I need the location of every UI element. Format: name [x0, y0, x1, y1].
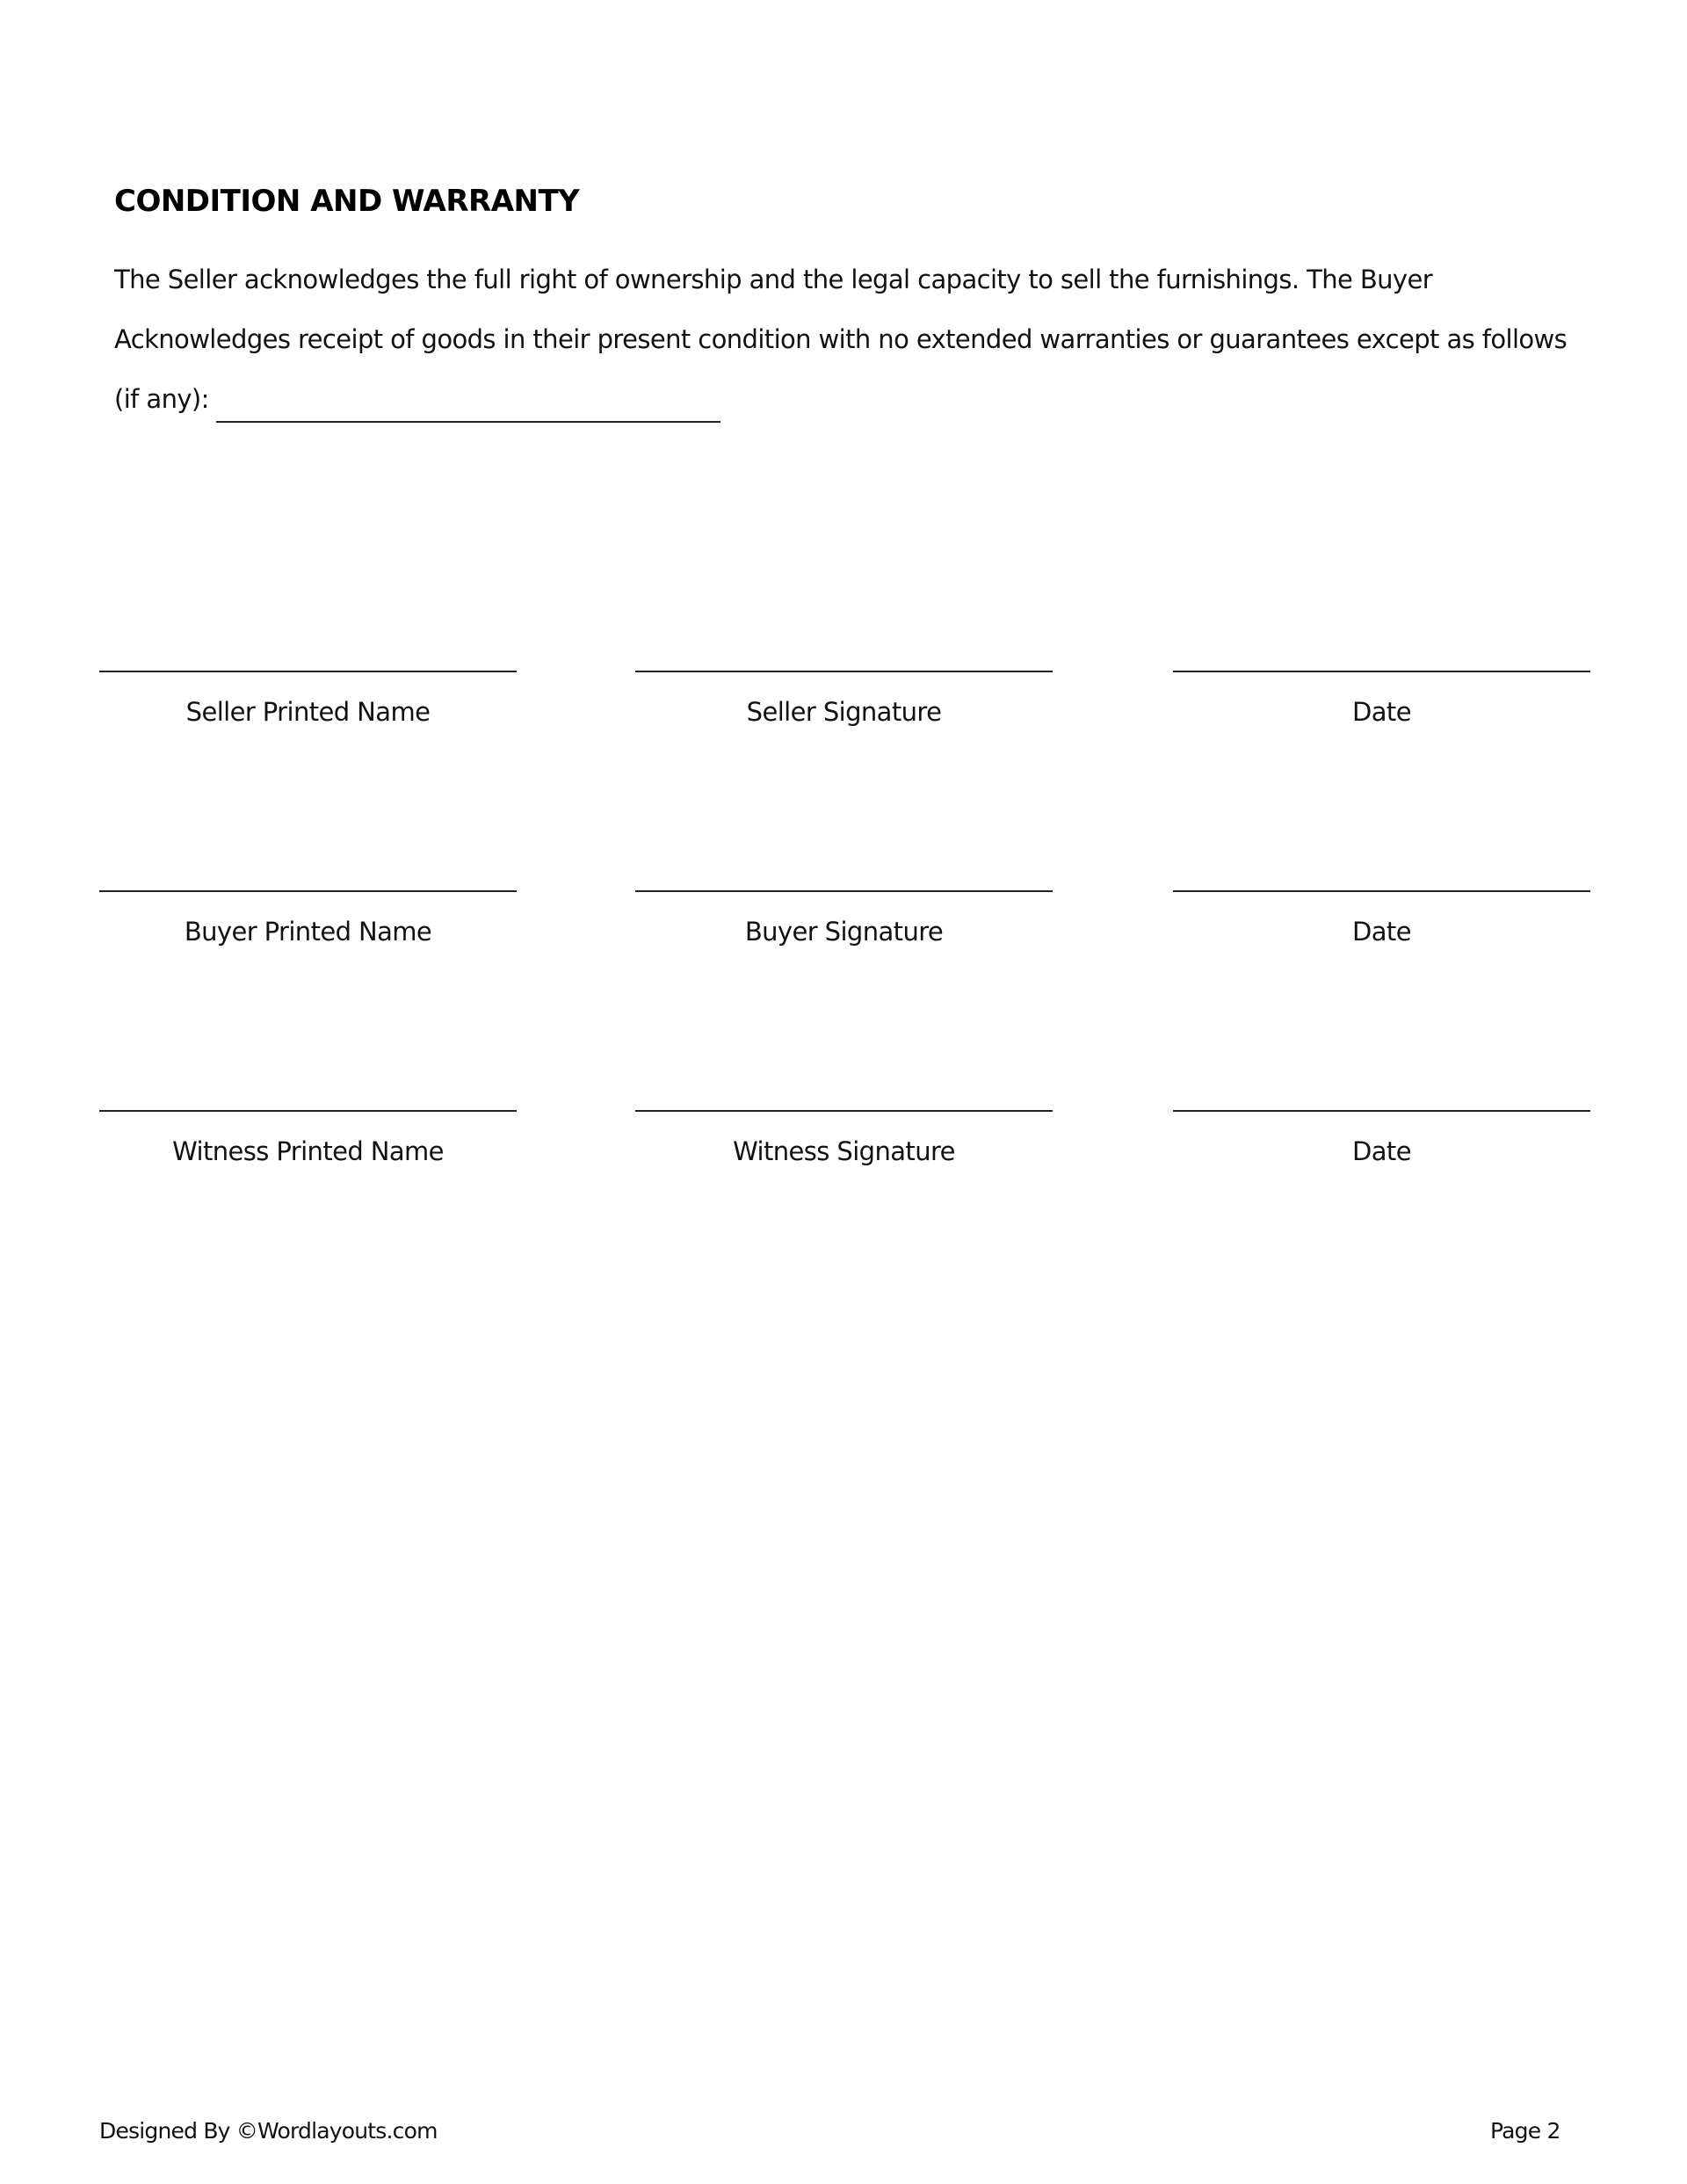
seller-signature-label: Seller Signature: [746, 697, 942, 727]
buyer-printed-name-field[interactable]: [99, 890, 517, 892]
buyer-signature-field[interactable]: [635, 890, 1053, 892]
witness-signature-label: Witness Signature: [733, 1136, 955, 1166]
warranty-exceptions-blank-field[interactable]: [216, 421, 720, 423]
seller-signature-field[interactable]: [635, 671, 1053, 672]
buyer-printed-name-label: Buyer Printed Name: [184, 917, 432, 947]
seller-date-label: Date: [1352, 697, 1411, 727]
witness-printed-name-label: Witness Printed Name: [172, 1136, 444, 1166]
buyer-date-label: Date: [1352, 917, 1411, 947]
seller-printed-name-field[interactable]: [99, 671, 517, 672]
buyer-date-field[interactable]: [1173, 890, 1590, 892]
witness-date-label: Date: [1352, 1136, 1411, 1166]
footer-credit: Designed By ©Wordlayouts.com: [99, 2118, 438, 2144]
seller-printed-name-label: Seller Printed Name: [185, 697, 431, 727]
witness-printed-name-field[interactable]: [99, 1110, 517, 1112]
witness-signature-field[interactable]: [635, 1110, 1053, 1112]
witness-date-field[interactable]: [1173, 1110, 1590, 1112]
seller-date-field[interactable]: [1173, 671, 1590, 672]
body-text-line-3: (if any):: [114, 384, 209, 414]
body-text-line-2: Acknowledges receipt of goods in their present condition with no extended warranties or guarantees except as follows: [114, 324, 1568, 354]
section-heading: CONDITION AND WARRANTY: [114, 184, 580, 219]
page-number: Page 2: [1490, 2118, 1560, 2144]
body-text-line-1: The Seller acknowledges the full right of ownership and the legal capacity to sell the furnishings. The Buyer: [114, 265, 1433, 294]
buyer-signature-label: Buyer Signature: [744, 917, 944, 947]
